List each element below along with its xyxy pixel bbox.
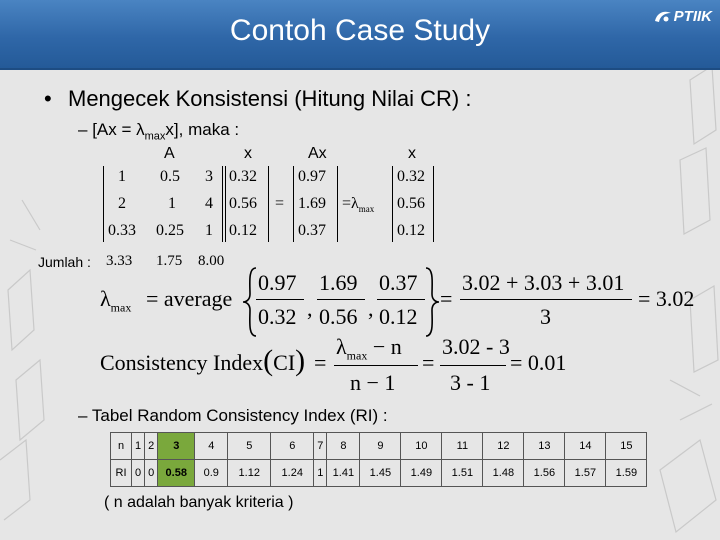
vector-x-cell: 0.56 — [229, 195, 257, 212]
fraction-1-line — [256, 299, 304, 300]
ci-result: = 0.01 — [510, 350, 567, 375]
criteria-note: ( n adalah banyak kriteria ) — [104, 494, 294, 511]
ri-table-cell: 7 — [314, 433, 327, 460]
ri-table-cell: 13 — [524, 433, 565, 460]
ri-table-cell: 10 — [401, 433, 442, 460]
comma-1: , — [307, 296, 313, 321]
matrix-a-cell: 1 — [205, 222, 213, 239]
matrix-a-cell: 0.33 — [108, 222, 136, 239]
ci-num-rest: − n — [372, 334, 402, 359]
matrix-a-left-bar — [103, 166, 104, 242]
logo-text: PTIIK — [673, 8, 712, 25]
ri-table-cell: 1.45 — [360, 460, 401, 487]
sum-numerator: 3.02 + 3.03 + 3.01 — [462, 270, 625, 295]
matrix-a-cell: 1 — [168, 195, 176, 212]
ri-table-cell: 1.49 — [401, 460, 442, 487]
equals-lambda — [342, 195, 374, 214]
matrix-a-cell: 4 — [205, 195, 213, 212]
fraction-2-line — [317, 299, 365, 300]
ci-equals: = — [314, 350, 327, 375]
matrix-a-cell: 0.5 — [160, 168, 180, 185]
sub-bullet-ri-table — [78, 406, 388, 426]
ri-table — [110, 432, 647, 487]
matrix-a-cell: 0.25 — [156, 222, 184, 239]
ci-num-lambda: λ — [336, 334, 347, 359]
ri-table-cell: 6 — [271, 433, 314, 460]
ri-table-cell: 1.48 — [483, 460, 524, 487]
ri-table-cell-highlight: 3 — [158, 433, 195, 460]
ci-label — [100, 344, 306, 377]
vector-x2-cell: 0.56 — [397, 195, 425, 212]
matrix-a-right-bar — [222, 166, 223, 242]
comma-2: , — [368, 296, 374, 321]
lambda-result: = 3.02 — [638, 286, 695, 311]
slide-title: Contoh Case Study — [229, 14, 491, 47]
header-a: A — [164, 145, 175, 162]
ri-table-cell: 12 — [483, 433, 524, 460]
fraction-2-num: 1.69 — [319, 270, 358, 295]
ci-label-text: Consistency Index — [100, 350, 264, 375]
vector-ax-left-bar — [293, 166, 294, 242]
fraction-3-den: 0.12 — [379, 304, 418, 329]
lambda-lhs-sub: max — [110, 300, 132, 315]
ri-table-cell: 0.9 — [195, 460, 228, 487]
lambda-symbol: λ — [351, 195, 359, 212]
ci-equals-2: = — [422, 350, 435, 375]
vector-x2-cell: 0.32 — [397, 168, 425, 185]
ri-table-cell: 14 — [565, 433, 606, 460]
ci-fraction-line — [334, 365, 418, 366]
ci-numerator — [336, 334, 402, 363]
ptiik-logo — [653, 8, 712, 25]
lambda-lhs-symbol: λ — [100, 286, 111, 311]
matrix-a-cell: 3 — [205, 168, 213, 185]
vector-x2-cell: 0.12 — [397, 222, 425, 239]
ci-denominator-2: 3 - 1 — [450, 370, 491, 395]
vector-x2-left-bar — [392, 166, 393, 242]
ri-table-ri-label: RI — [111, 460, 132, 487]
ptiik-logo-icon — [653, 9, 673, 25]
ci-paren-close: ) — [295, 344, 306, 377]
vector-ax-cell: 0.37 — [298, 222, 326, 239]
vector-x-right-bar — [268, 166, 269, 242]
vector-x-cell: 0.32 — [229, 168, 257, 185]
sum-denominator: 3 — [540, 304, 551, 329]
fraction-3-line — [377, 299, 425, 300]
ri-table-cell: 1.56 — [524, 460, 565, 487]
dash-icon: – — [78, 120, 93, 139]
title-bar — [0, 0, 720, 70]
vector-ax-right-bar — [337, 166, 338, 242]
equals-sign: = — [275, 195, 285, 212]
fraction-1-den: 0.32 — [258, 304, 297, 329]
formula-sub: max — [144, 130, 166, 143]
right-brace-icon — [422, 266, 442, 338]
matrix-a-cell: 2 — [118, 195, 126, 212]
dash-icon-2: – — [78, 406, 92, 425]
vector-x-left-bar — [225, 166, 226, 242]
jumlah-label: Jumlah : — [38, 254, 91, 270]
ri-table-cell: 1.51 — [442, 460, 483, 487]
vector-x2-right-bar — [433, 166, 434, 242]
jumlah-value: 1.75 — [156, 253, 183, 269]
ci-num-sub: max — [346, 348, 368, 363]
ci-denominator: n − 1 — [350, 370, 396, 395]
sum-fraction-line — [460, 299, 632, 300]
header-ax: Ax — [308, 145, 327, 162]
ci-abbrev: CI — [273, 350, 296, 375]
jumlah-value: 8.00 — [198, 253, 225, 269]
ri-table-n-label: n — [111, 433, 132, 460]
vector-ax-cell: 1.69 — [298, 195, 326, 212]
ri-table-cell: 1.59 — [606, 460, 647, 487]
vector-ax-cell: 0.97 — [298, 168, 326, 185]
main-bullet — [44, 86, 472, 112]
equals-sign-2: = — [342, 195, 352, 212]
main-bullet-text: Mengecek Konsistensi (Hitung Nilai CR) : — [68, 86, 472, 111]
ri-table-cell: 8 — [327, 433, 360, 460]
ri-table-cell: 1 — [132, 433, 145, 460]
header-x: x — [244, 145, 252, 162]
ri-table-cell: 1 — [314, 460, 327, 487]
formula-prefix: [Ax = λ — [92, 120, 145, 139]
ri-table-cell: 0 — [145, 460, 158, 487]
equals-sign-3: = — [440, 286, 453, 311]
jumlah-value: 3.33 — [106, 253, 133, 269]
lambda-lhs — [100, 286, 131, 315]
ri-table-cell: 5 — [228, 433, 271, 460]
header-x2: x — [408, 145, 416, 162]
ri-table-cell: 2 — [145, 433, 158, 460]
ci-fraction-line-2 — [440, 365, 506, 366]
ri-table-row-ri — [111, 460, 647, 487]
ci-paren-open: ( — [263, 344, 274, 377]
left-brace-icon — [240, 266, 260, 338]
fraction-1-num: 0.97 — [258, 270, 297, 295]
ri-table-cell: 1.41 — [327, 460, 360, 487]
ri-table-cell-highlight: 0.58 — [158, 460, 195, 487]
ri-table-cell: 1.57 — [565, 460, 606, 487]
ri-table-cell: 9 — [360, 433, 401, 460]
lambda-sub: max — [358, 204, 375, 215]
ri-table-heading: Tabel Random Consistency Index (RI) : — [91, 406, 388, 425]
ri-table-cell: 4 — [195, 433, 228, 460]
ri-table-cell: 1.12 — [228, 460, 271, 487]
formula-suffix: x], maka : — [165, 120, 240, 139]
fraction-3-num: 0.37 — [379, 270, 418, 295]
ci-numerator-2: 3.02 - 3 — [442, 334, 510, 359]
sub-bullet-formula — [78, 120, 239, 142]
ri-table-cell: 15 — [606, 433, 647, 460]
ri-table-row-n — [111, 433, 647, 460]
bullet-dot-icon: • — [44, 86, 52, 111]
ri-table-cell: 1.24 — [271, 460, 314, 487]
ri-table-cell: 11 — [442, 433, 483, 460]
fraction-2-den: 0.56 — [319, 304, 358, 329]
average-label: = average — [146, 286, 233, 311]
vector-x-cell: 0.12 — [229, 222, 257, 239]
matrix-a-cell: 1 — [118, 168, 126, 185]
ri-table-cell: 0 — [132, 460, 145, 487]
